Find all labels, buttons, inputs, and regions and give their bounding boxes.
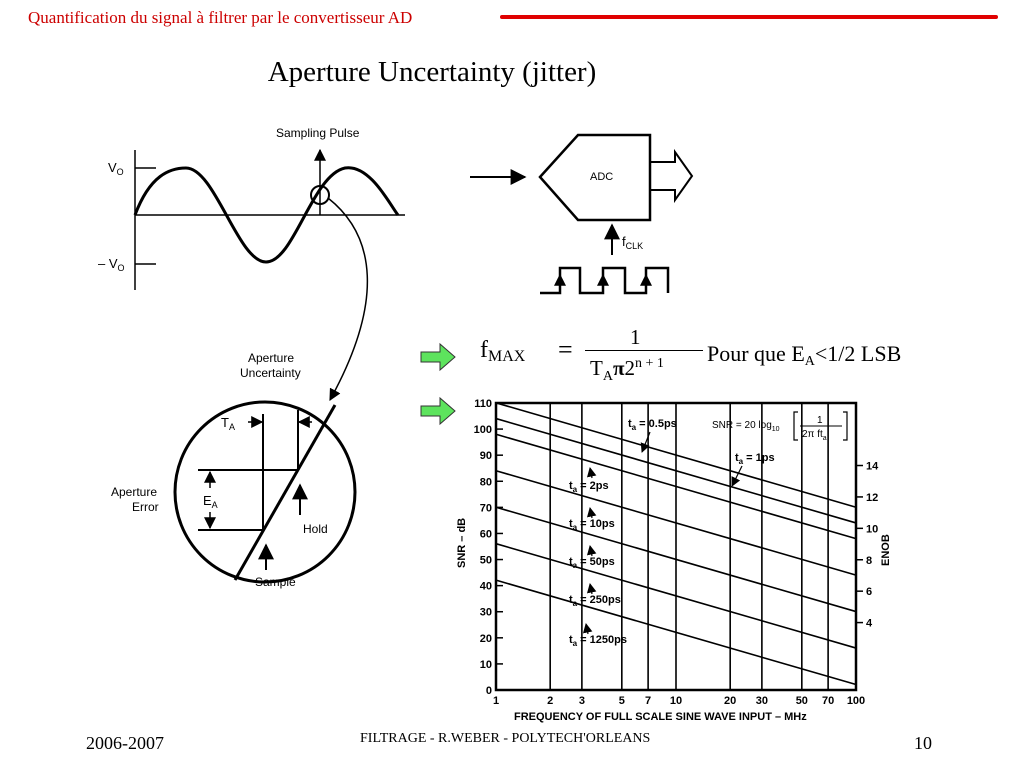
series-label: $t_a = 1250ps$: [569, 634, 627, 648]
adc-block: [470, 135, 692, 293]
x-tick-label: 7: [645, 695, 652, 707]
y-tick-label: 110: [474, 398, 492, 410]
series-label-arrow: [732, 466, 742, 486]
page-number: 10: [914, 733, 932, 753]
header-title: Quantification du signal à filtrer par le convertisseur AD: [28, 8, 413, 27]
fmax-denominator: $T_A\pi 2^{n + 1}$: [590, 356, 664, 384]
sampling-pulse-label: Sampling Pulse: [276, 126, 360, 140]
fraction-bar: [585, 350, 703, 351]
series-label-arrow: [590, 584, 592, 594]
slide-title: Aperture Uncertainty (jitter): [267, 56, 597, 88]
x-tick-labels: [493, 695, 865, 707]
series-label-arrow: [590, 468, 592, 478]
x-tick-label: 3: [578, 695, 585, 707]
aperture-zoom: [111, 351, 355, 589]
y-tick-label: 10: [479, 658, 492, 671]
x-tick-label: 1: [492, 695, 500, 707]
enob-ticks: [856, 461, 879, 630]
enob-tick-label: 12: [866, 491, 879, 504]
x-tick-label: 5: [618, 695, 625, 707]
x-tick-label: 70: [821, 695, 835, 707]
series-label-arrow: [590, 508, 592, 518]
y-tick-label: 50: [479, 554, 492, 567]
slope-line: [235, 405, 335, 580]
series-label: $t_a = 250ps$: [569, 594, 621, 608]
aperture-error-label-2: Error: [132, 500, 159, 514]
y-axis-label: SNR – dB: [456, 517, 468, 568]
enob-tick-label: 6: [866, 586, 873, 599]
enob-tick-label: 8: [866, 554, 873, 567]
snr-formula-den: 2π $ft_a$: [802, 429, 827, 442]
y-tick-label: 60: [479, 528, 492, 541]
series-label: $t_a = 0.5ps$: [628, 418, 677, 432]
series-labels: [569, 418, 775, 648]
aperture-uncertainty-label-1: Aperture: [248, 351, 295, 365]
x-tick-label: 10: [669, 695, 683, 707]
series-label: $t_a = 50ps$: [569, 556, 615, 570]
y-tick-labels: [474, 398, 492, 697]
fmax-lhs: fMAX: [480, 337, 526, 365]
adc-label: ADC: [590, 171, 614, 183]
snr-formula-num: 1: [817, 415, 823, 426]
aperture-uncertainty-label-2: Uncertainty: [240, 366, 301, 380]
ea-label: $E_A$: [203, 493, 218, 510]
lsb-condition: Pour que EA<1/2 LSB: [707, 341, 902, 369]
chart-grid: [496, 403, 828, 690]
y-tick-label: 0: [485, 685, 492, 697]
enob-tick-label: 4: [866, 617, 873, 630]
fmax-equals: =: [558, 335, 573, 364]
enob-tick-label: 14: [866, 460, 879, 473]
series-label: $t_a = 10ps$: [569, 518, 615, 532]
clock-waveform: [540, 268, 668, 293]
y-tick-label: 40: [479, 580, 492, 593]
vo-label: $V_O$: [108, 160, 124, 177]
series-label-arrow: [590, 546, 592, 556]
x-tick-label: 2: [547, 695, 554, 707]
zoom-connector-arrow: [328, 198, 367, 400]
clk-label: $f_{CLK}$: [622, 234, 644, 251]
y-tick-label: 70: [479, 502, 492, 515]
y-tick-label: 30: [479, 606, 492, 619]
footer-year: 2006-2007: [86, 733, 164, 753]
x-tick-label: 20: [724, 695, 737, 707]
fmax-numerator: 1: [630, 325, 641, 349]
series-label: $t_a = 1ps$: [735, 452, 775, 466]
snr-chart: [456, 398, 892, 723]
sample-label: Sample: [255, 575, 296, 589]
y-tick-label: 100: [473, 424, 492, 437]
green-arrow-formula: [421, 344, 455, 370]
neg-vo-label: – $V_O$: [98, 256, 125, 273]
aperture-error-label-1: Aperture: [111, 485, 158, 499]
enob-axis-label: ENOB: [880, 534, 892, 566]
series-label-arrow: [586, 624, 588, 634]
snr-formula-prefix: SNR = 20 $\log_{10}$: [712, 420, 780, 433]
x-tick-label: 30: [755, 695, 769, 707]
x-tick-label: 50: [795, 695, 808, 707]
x-axis-label: FREQUENCY OF FULL SCALE SINE WAVE INPUT – MHz: [514, 711, 807, 723]
snr-formula-box: [712, 412, 847, 442]
y-tick-label: 20: [479, 632, 492, 645]
ta-label: $T_A$: [221, 415, 235, 432]
y-tick-label: 80: [479, 476, 492, 489]
enob-tick-label: 10: [866, 523, 879, 536]
footer-author: FILTRAGE - R.WEBER - POLYTECH'ORLEANS: [360, 731, 651, 746]
y-tick-label: 90: [479, 450, 492, 463]
green-arrow-chart: [421, 398, 455, 424]
x-tick-label: 100: [846, 695, 866, 707]
hold-label: Hold: [303, 522, 328, 536]
series-label: $t_a = 2ps$: [569, 480, 609, 494]
